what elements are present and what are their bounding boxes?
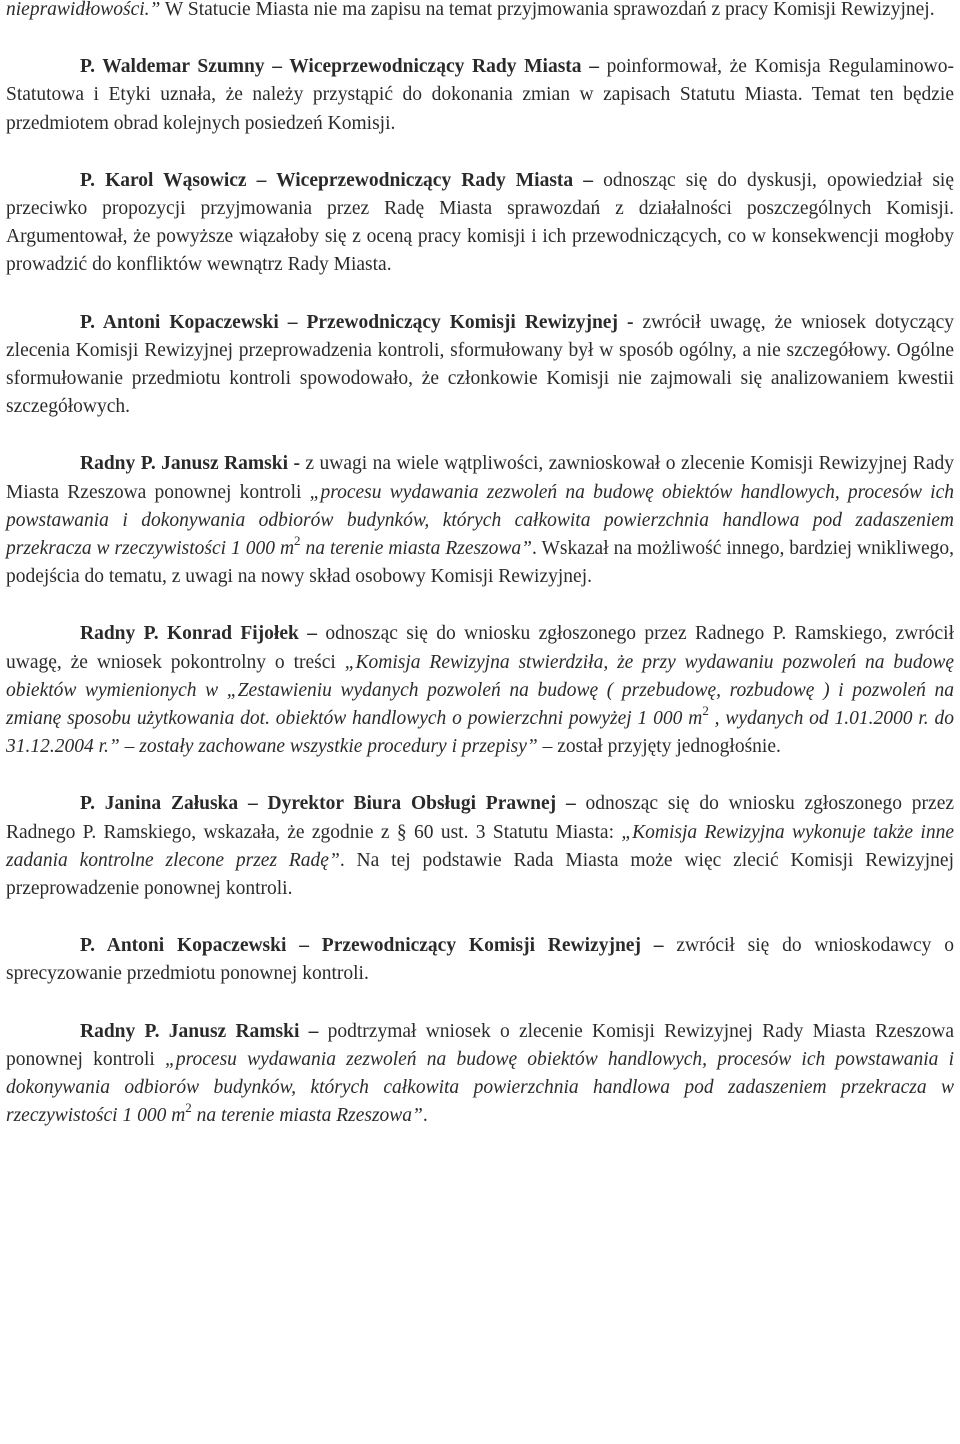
speaker-name: Radny P. Janusz Ramski - (80, 453, 300, 475)
spacer (6, 761, 954, 790)
paragraph-text: W Statucie Miasta nie ma zapisu na temat przyjmowania sprawozdań z pracy Komisji Rewizyjnej. (160, 0, 935, 20)
quoted-text: „procesu wydawania zezwoleń na budowę obiektów handlowych, procesów ich powstawania i dokonywania odbiorów budynków, których całkowita powierzchnia handlowa pod zadaszeniem przekracza w rzeczywistości 1 000 m (6, 1048, 954, 1127)
spacer (6, 280, 954, 309)
paragraph-text: podtrzymał wniosek o zlecenie Komisji Rewizyjnej Rady Miasta Rzeszowa ponownej kontroli (6, 1020, 954, 1070)
speaker-name: Radny P. Janusz Ramski – (80, 1020, 319, 1042)
paragraph-kopaczewski-2 (6, 932, 954, 988)
paragraph-statute-note (6, 0, 954, 24)
paragraph-text: odnosząc się do wniosku zgłoszonego przez Radnego P. Ramskiego, wskazała, że zgodnie z § 60 ust. 3 Statutu Miasta: (6, 793, 955, 843)
paragraph-text: – został przyjęty jednogłośnie. (537, 736, 781, 758)
paragraph-fijolek (6, 620, 954, 761)
spacer (6, 138, 954, 167)
superscript: 2 (294, 533, 301, 549)
paragraph-text: odnosząc się do wniosku zgłoszonego przez Radnego P. Ramskiego, zwrócił uwagę, że wniosek pokontrolny o treści (6, 623, 954, 673)
superscript: 2 (702, 703, 709, 719)
paragraph-text: zwrócił uwagę, że wniosek dotyczący zlecenia Komisji Rewizyjnej przeprowadzenia kontroli, sformułowany był w sposób ogólny, a nie szczegółowy. Ogólne sformułowanie przedmiotu kontroli spowodowało, że członkowie Komisji nie zajmowali się analizowaniem kwestii szczegółowych. (6, 311, 954, 418)
paragraph-text: . Wskazał na możliwość innego, bardziej wnikliwego, podejścia do tematu, z uwagi na nowy skład osobowy Komisji Rewizyjnej. (6, 538, 954, 588)
paragraph-wasowicz (6, 167, 954, 280)
speaker-name: P. Karol Wąsowicz – Wiceprzewodniczący Rady Miasta – (80, 169, 593, 191)
speaker-name: Radny P. Konrad Fijołek – (80, 623, 317, 645)
paragraph-kopaczewski-1 (6, 309, 954, 422)
speaker-name: P. Antoni Kopaczewski – Przewodniczący Komisji Rewizyjnej - (80, 311, 634, 333)
paragraph-text: . Na tej podstawie Rada Miasta może więc zlecić Komisji Rewizyjnej przeprowadzenie ponownej kontroli. (6, 849, 954, 900)
speaker-name: P. Antoni Kopaczewski – Przewodniczący Komisji Rewizyjnej – (80, 935, 664, 957)
paragraph-zaluska (6, 790, 954, 903)
speaker-name: P. Waldemar Szumny – Wiceprzewodniczący Rady Miasta – (80, 56, 599, 78)
quote-end: nieprawidłowości.” (6, 0, 161, 20)
paragraph-text: z uwagi na wiele wątpliwości, zawnioskował o zlecenie Komisji Rewizyjnej Rady Miasta Rzeszowa ponownej kontroli (6, 453, 954, 503)
quoted-text: na terenie miasta Rzeszowa” (191, 1105, 423, 1127)
superscript: 2 (185, 1100, 192, 1116)
spacer (6, 989, 954, 1018)
quoted-text: „Komisja Rewizyjna stwierdziła, że przy wydawaniu pozwoleń na budowę obiektów wymienionych w „Zestawieniu wydanych pozwoleń na budowę ( przebudowę, rozbudowę ) i pozwoleń na zmianę sposobu użytkowania dot. obiektów handlowych o powierzchni powyżej 1 000 m (6, 651, 954, 730)
spacer (6, 591, 954, 620)
quoted-text: na terenie miasta Rzeszowa” (300, 538, 532, 560)
paragraph-ramski-2 (6, 1018, 954, 1131)
quoted-text: , wydanych od 1.01.2000 r. do 31.12.2004 r.” – zostały zachowane wszystkie procedury i przepisy” (6, 708, 954, 758)
paragraph-text: poinformował, że Komisja Regulaminowo- Statutowa i Etyki uznała, że należy przystąpić do dokonania zmian w zapisach Statutu Miasta. Temat ten będzie przedmiotem obrad kolejnych posiedzeń Komisji. (6, 56, 954, 134)
quoted-text: „procesu wydawania zezwoleń na budowę obiektów handlowych, procesów ich powstawania i dokonywania odbiorów budynków, których całkowita powierzchnia handlowa pod zadaszeniem przekracza w rzeczywistości 1 000 m (6, 481, 954, 560)
paragraph-text: odnosząc się do dyskusji, opowiedział się przeciwko propozycji przyjmowania przez Radę Miasta sprawozdań z działalności poszczególnych Komisji. Argumentował, że powyższe wiązałoby się z oceną pracy komisji i ich przewodniczących, co w konsekwencji mogłoby prowadzić do konfliktów wewnątrz Rady Miasta. (6, 169, 954, 276)
speaker-name: P. Janina Załuska – Dyrektor Biura Obsługi Prawnej – (80, 793, 576, 815)
spacer (6, 24, 954, 53)
paragraph-ramski-1 (6, 450, 954, 591)
paragraph-text: zwrócił się do wnioskodawcy o sprecyzowanie przedmiotu ponownej kontroli. (6, 935, 954, 985)
spacer (6, 421, 954, 450)
spacer (6, 903, 954, 932)
paragraph-text: . (422, 1105, 428, 1127)
paragraph-szumny (6, 53, 954, 138)
quoted-text: „Komisja Rewizyjna wykonuje także inne zadania kontrolne zlecone przez Radę” (6, 821, 954, 871)
